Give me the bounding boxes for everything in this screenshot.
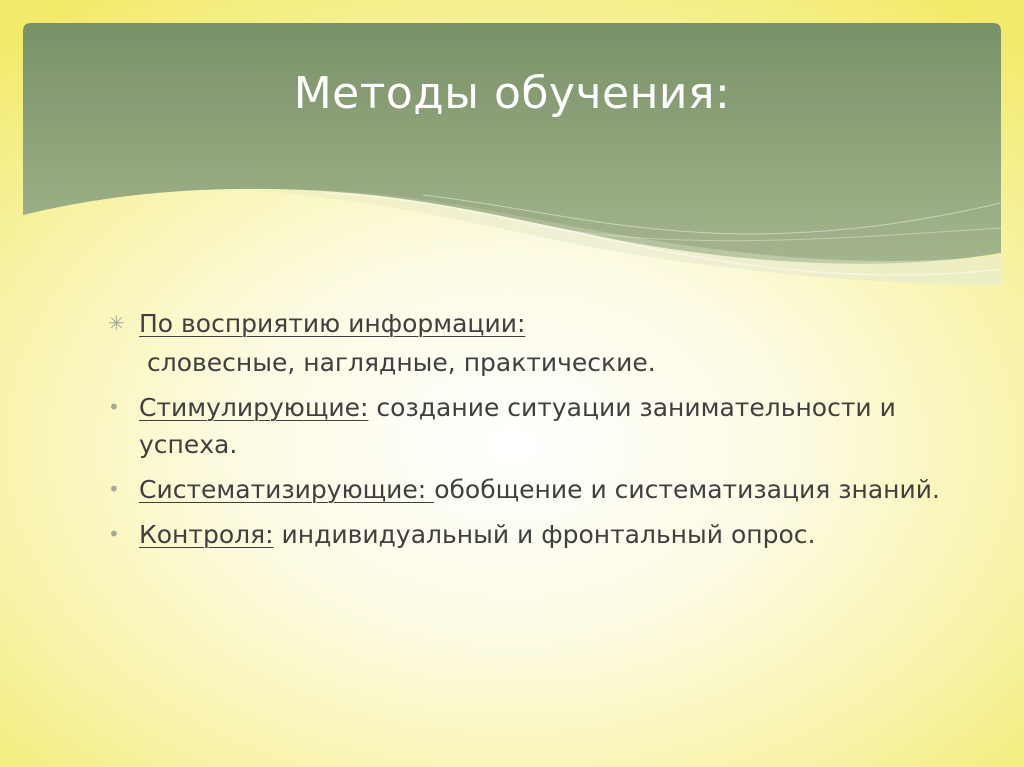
item-label: Контроля: xyxy=(139,520,274,549)
asterisk-bullet-icon: ✳ xyxy=(108,311,125,335)
banner-wave-graphic xyxy=(23,23,1001,285)
dot-bullet-icon: • xyxy=(108,522,120,546)
list-item xyxy=(108,305,968,342)
item-text: создание ситуации занимательности и успеха. xyxy=(139,393,896,459)
title-banner xyxy=(23,23,1001,285)
dot-bullet-icon: • xyxy=(108,395,120,419)
list-item xyxy=(108,471,968,508)
item-text: индивидуальный и фронтальный опрос. xyxy=(273,520,816,549)
list-item xyxy=(108,516,968,553)
dot-bullet-icon: • xyxy=(108,477,120,501)
item-label: Систематизирующие: xyxy=(139,475,435,504)
list-item xyxy=(108,389,968,463)
item-label: По восприятию информации: xyxy=(139,309,526,338)
bullet-list xyxy=(108,305,968,561)
slide-title: Методы обучения: xyxy=(293,68,731,119)
item-text: обобщение и систематизация знаний. xyxy=(434,475,940,504)
item-text: словесные, наглядные, практические. xyxy=(147,348,656,377)
item-label: Стимулирующие: xyxy=(139,393,369,422)
list-item xyxy=(108,344,968,381)
